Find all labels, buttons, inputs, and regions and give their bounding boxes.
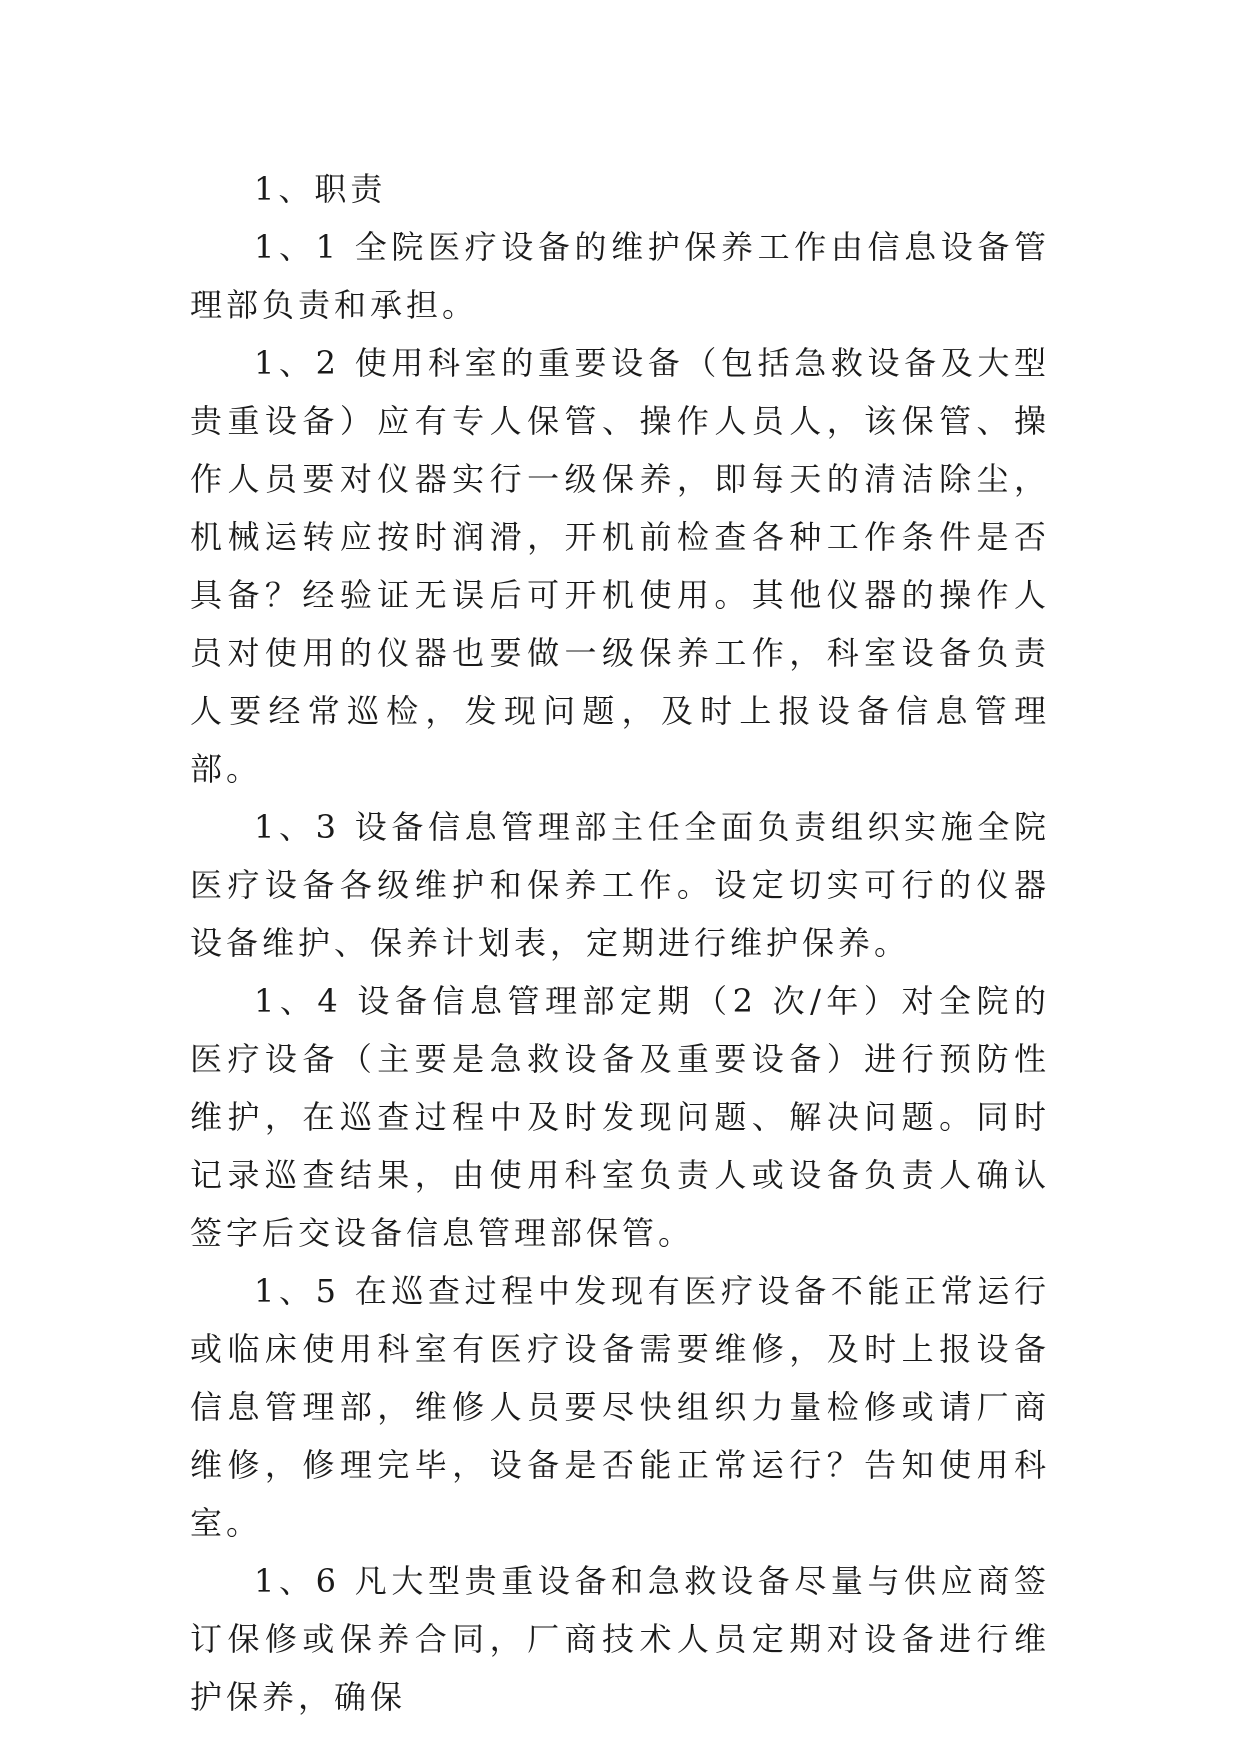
paragraph-1-6: 1、6 凡大型贵重设备和急救设备尽量与供应商签订保修或保养合同，厂商技术人员定期对设备进行维护保养，确保 [190, 1562, 1050, 1716]
paragraph-1-4: 1、4 设备信息管理部定期（2 次/年）对全院的医疗设备（主要是急救设备及重要设备）进行预防性维护，在巡查过程中及时发现问题、解决问题。同时记录巡查结果，由使用科室负责人或设备负责人确认签字后交设备信息管理部保管。 [190, 982, 1050, 1252]
paragraph-1-1: 1、1 全院医疗设备的维护保养工作由信息设备管理部负责和承担。 [190, 228, 1050, 324]
section-heading: 1、职责 [254, 170, 387, 208]
document-body [190, 160, 1050, 1726]
paragraph-1-5: 1、5 在巡查过程中发现有医疗设备不能正常运行或临床使用科室有医疗设备需要维修，及时上报设备信息管理部，维修人员要尽快组织力量检修或请厂商维修，修理完毕，设备是否能正常运行？告知使用科室。 [190, 1272, 1050, 1542]
paragraph-1-2: 1、2 使用科室的重要设备（包括急救设备及大型贵重设备）应有专人保管、操作人员人，该保管、操作人员要对仪器实行一级保养，即每天的清洁除尘，机械运转应按时润滑，开机前检查各种工作条件是否具备？经验证无误后可开机使用。其他仪器的操作人员对使用的仪器也要做一级保养工作，科室设备负责人要经常巡检，发现问题，及时上报设备信息管理部。 [190, 344, 1050, 788]
paragraph-1-3: 1、3 设备信息管理部主任全面负责组织实施全院医疗设备各级维护和保养工作。设定切实可行的仪器设备维护、保养计划表，定期进行维护保养。 [190, 808, 1050, 962]
